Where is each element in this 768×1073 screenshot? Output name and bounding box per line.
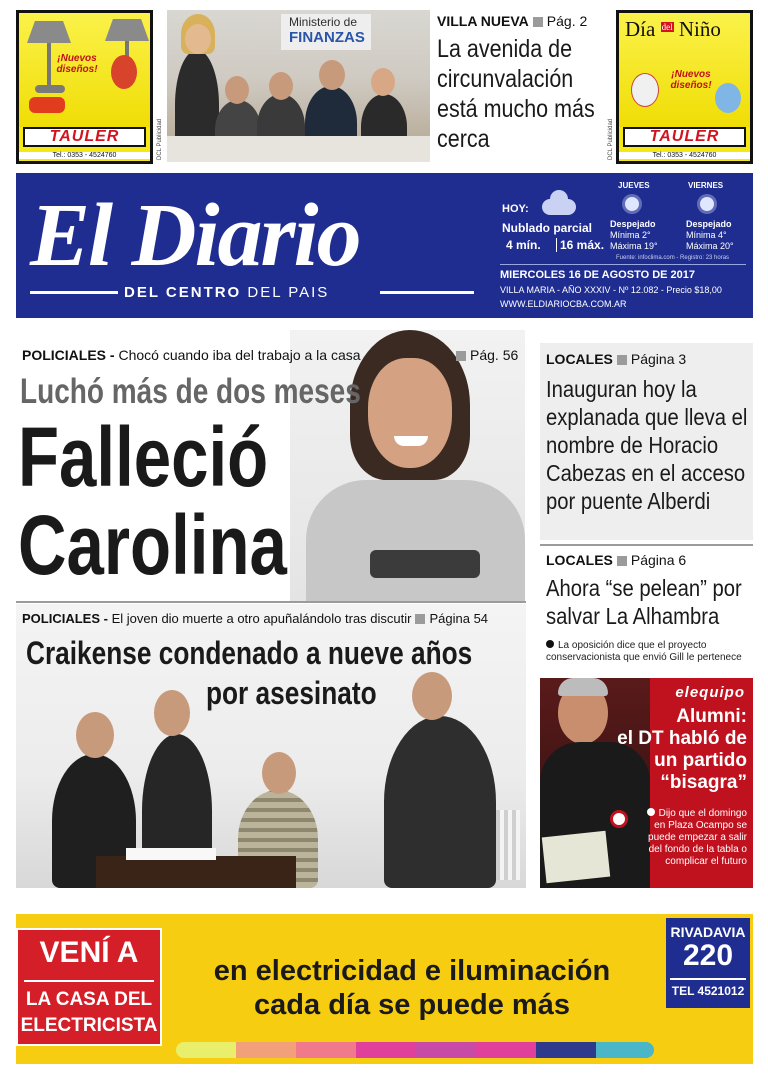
- weather-day1-name: JUEVES: [618, 181, 650, 190]
- club-badge-icon: [610, 810, 628, 828]
- toy-car-icon: [29, 97, 65, 113]
- main-story-kicker: [22, 347, 361, 363]
- papers: [126, 848, 216, 860]
- section-label: LOCALES: [546, 351, 613, 367]
- person-head: [269, 72, 293, 100]
- side-story-1-headline: Inauguran hoy la explanada que lleva el nombre de Horacio Cabezas en el acceso por puente Alberdi: [546, 376, 748, 514]
- person-head: [319, 60, 345, 90]
- date-rule: [500, 264, 746, 265]
- square-icon: [456, 351, 466, 361]
- color-stripe: [176, 1042, 654, 1058]
- kicker-text: Chocó cuando iba del trabajo a la casa: [118, 347, 361, 363]
- ad-credit: DCL Publicidad: [157, 118, 163, 160]
- person-head: [371, 68, 395, 96]
- address-number: 220: [682, 939, 734, 972]
- section-label: POLICIALES: [22, 347, 107, 363]
- tauler-ad-left[interactable]: [16, 10, 153, 164]
- person-head: [154, 690, 190, 736]
- weather-day1-max: Máxima 19°: [610, 241, 658, 251]
- ad-phone: Tel.: 0353 - 4524760: [619, 152, 750, 159]
- partly-cloudy-icon: [542, 199, 576, 215]
- side-story-2[interactable]: [540, 544, 753, 672]
- address-street: RIVADAVIA: [670, 924, 746, 940]
- weather-today-label: HOY:: [502, 203, 529, 215]
- conference-table: [167, 136, 430, 162]
- coach-hair: [558, 678, 608, 696]
- subtitle-a: DEL CENTRO: [124, 284, 242, 301]
- weather-day2-max: Máxima 20°: [686, 241, 734, 251]
- weather-source: Fuente: infoclima.com - Registro: 23 horas: [616, 255, 730, 261]
- logo-rule: [30, 291, 118, 294]
- teddy-bear-icon: [631, 73, 659, 107]
- stripe-segment: [536, 1042, 596, 1058]
- page-ref: Página 3: [630, 351, 687, 367]
- bullet-icon: [647, 808, 655, 816]
- title-part-small: del: [661, 22, 673, 32]
- square-icon: [533, 17, 543, 27]
- equipo-summary: [635, 808, 747, 868]
- equipo-headline-4: “bisagra”: [660, 772, 747, 793]
- kicker-dash: -: [106, 347, 119, 363]
- side-story-2-kicker: [546, 552, 686, 568]
- weather-day2-desc: Despejado: [686, 219, 732, 229]
- second-story-headline-1[interactable]: Craikense condenado a nueve años: [26, 635, 473, 671]
- main-story-headline-2[interactable]: Carolina: [18, 498, 287, 592]
- person: [384, 716, 496, 888]
- weather-today-max: 16 máx.: [556, 238, 604, 252]
- summary-text: Dijo que el domingo en Plaza Ocampo se puede empezar a salir del fondo de la tabla o complicar el futuro: [648, 808, 747, 867]
- sign-finanzas: FINANZAS: [289, 29, 365, 46]
- top-story-headline[interactable]: La avenida de circunvalación está mucho más cerca: [437, 35, 595, 153]
- website-link[interactable]: WWW.ELDIARIOCBA.COM.AR: [500, 299, 627, 309]
- side-story-2-summary: [546, 640, 754, 664]
- square-icon: [415, 614, 425, 624]
- edition-info: VILLA MARIA - AÑO XXXIV - Nº 12.082 - Precio $18,00: [500, 285, 722, 295]
- logo-rule: [380, 291, 474, 294]
- weather-day1-min: Mínima 2°: [610, 230, 651, 240]
- weather-day1-desc: Despejado: [610, 219, 656, 229]
- side-story-1[interactable]: [540, 343, 753, 540]
- shirt-print: [370, 550, 480, 578]
- stripe-segment: [296, 1042, 356, 1058]
- person-head: [225, 76, 249, 104]
- page-ref: Pág. 56: [470, 347, 519, 363]
- logo-rule: [24, 980, 154, 982]
- edition-date: MIERCOLES 16 DE AGOSTO DE 2017: [500, 269, 696, 281]
- casa-del-electricista-logo: [16, 928, 162, 1046]
- main-story-headline-1[interactable]: Falleció: [18, 410, 269, 504]
- bullet-icon: [546, 640, 554, 648]
- tauler-logo: TAULER: [23, 127, 146, 147]
- face: [368, 358, 452, 468]
- stripe-segment: [356, 1042, 416, 1058]
- lamp-base: [35, 85, 65, 93]
- tauler-logo: TAULER: [623, 127, 746, 147]
- veni-label: VENÍ A: [39, 936, 139, 969]
- weather-day2-name: VIERNES: [688, 181, 724, 190]
- divider-line: [540, 544, 753, 546]
- page-ref: Pág. 2: [546, 13, 588, 29]
- stripe-segment: [596, 1042, 654, 1058]
- top-story-kicker: [437, 13, 607, 29]
- section-label: VILLA NUEVA: [437, 13, 529, 29]
- divider-line: [16, 601, 526, 603]
- title-part: Niño: [678, 17, 721, 41]
- sun-icon: [625, 197, 639, 211]
- stripe-segment: [476, 1042, 536, 1058]
- page-ref: Página 6: [630, 552, 687, 568]
- casa-label-2: ELECTRICISTA: [20, 1015, 158, 1036]
- equipo-headline-2: el DT habló de: [617, 728, 747, 749]
- kicker-text: El joven dio muerte a otro apuñalándolo tras discutir: [111, 611, 412, 626]
- stripe-segment: [416, 1042, 476, 1058]
- ad-caption: ¡Nuevos diseños!: [670, 69, 712, 91]
- equipo-headline-3: un partido: [654, 750, 747, 771]
- summary-text: La oposición dice que el proyecto conservacionista que envió Gill le pertenece: [546, 640, 742, 663]
- el-equipo-box[interactable]: [540, 678, 753, 888]
- tauler-ad-right[interactable]: [616, 10, 753, 164]
- newspaper-logo[interactable]: El Diario: [30, 186, 360, 285]
- ad-caption: ¡Nuevos diseños!: [56, 53, 98, 75]
- teddy-bear-icon: [111, 55, 137, 89]
- subtitle-b: DEL PAIS: [247, 284, 330, 301]
- shirt: [306, 480, 525, 602]
- section-label: LOCALES: [546, 552, 613, 568]
- main-story-page: [452, 347, 518, 363]
- person-head: [185, 24, 211, 54]
- stripe-segment: [236, 1042, 296, 1058]
- weather-today-min: 4 mín.: [506, 238, 541, 252]
- side-story-2-headline: Ahora “se pelean” por salvar La Alhambra: [546, 575, 742, 629]
- electricista-ad[interactable]: [16, 914, 753, 1064]
- page-ref: Página 54: [429, 611, 489, 626]
- person-head: [76, 712, 114, 758]
- weather-day2-min: Mínima 4°: [686, 230, 727, 240]
- el-equipo-logo: elequipo: [675, 684, 745, 701]
- square-icon: [617, 355, 627, 365]
- person-head: [262, 752, 296, 794]
- smile: [394, 436, 428, 446]
- second-story-kicker: [22, 611, 488, 626]
- carolina-photo: [290, 330, 525, 602]
- casa-label-1: LA CASA DEL: [25, 989, 153, 1010]
- title-part: Día: [625, 17, 656, 41]
- logo-subtitle: [124, 284, 329, 301]
- ad-slogan-1: en electricidad e iluminación: [213, 955, 611, 987]
- court-table: [96, 856, 296, 888]
- side-story-1-kicker: [546, 351, 686, 367]
- square-icon: [617, 556, 627, 566]
- address-box: [666, 918, 750, 1008]
- ad-credit: DCL Publicidad: [608, 118, 614, 160]
- second-story-headline-2[interactable]: por asesinato: [206, 675, 377, 711]
- weather-today-desc: Nublado parcial: [502, 221, 593, 235]
- stripe-segment: [176, 1042, 236, 1058]
- section-label: POLICIALES: [22, 611, 101, 626]
- dia-del-nino-title: [625, 17, 749, 43]
- address-phone: TEL 4521012: [670, 978, 746, 998]
- clipboard: [542, 831, 610, 883]
- main-story-overline: Luchó más de dos meses: [20, 372, 361, 411]
- ad-phone: Tel.: 0353 - 4524760: [19, 152, 150, 159]
- person-head: [412, 672, 452, 720]
- finanzas-photo: [167, 10, 430, 162]
- sun-icon: [700, 197, 714, 211]
- kicker-dash: -: [100, 611, 112, 626]
- ad-slogan-2: cada día se puede más: [254, 989, 570, 1021]
- equipo-headline-1: Alumni:: [676, 706, 747, 727]
- sign-ministerio: Ministerio de: [289, 15, 358, 29]
- masthead: [16, 173, 753, 318]
